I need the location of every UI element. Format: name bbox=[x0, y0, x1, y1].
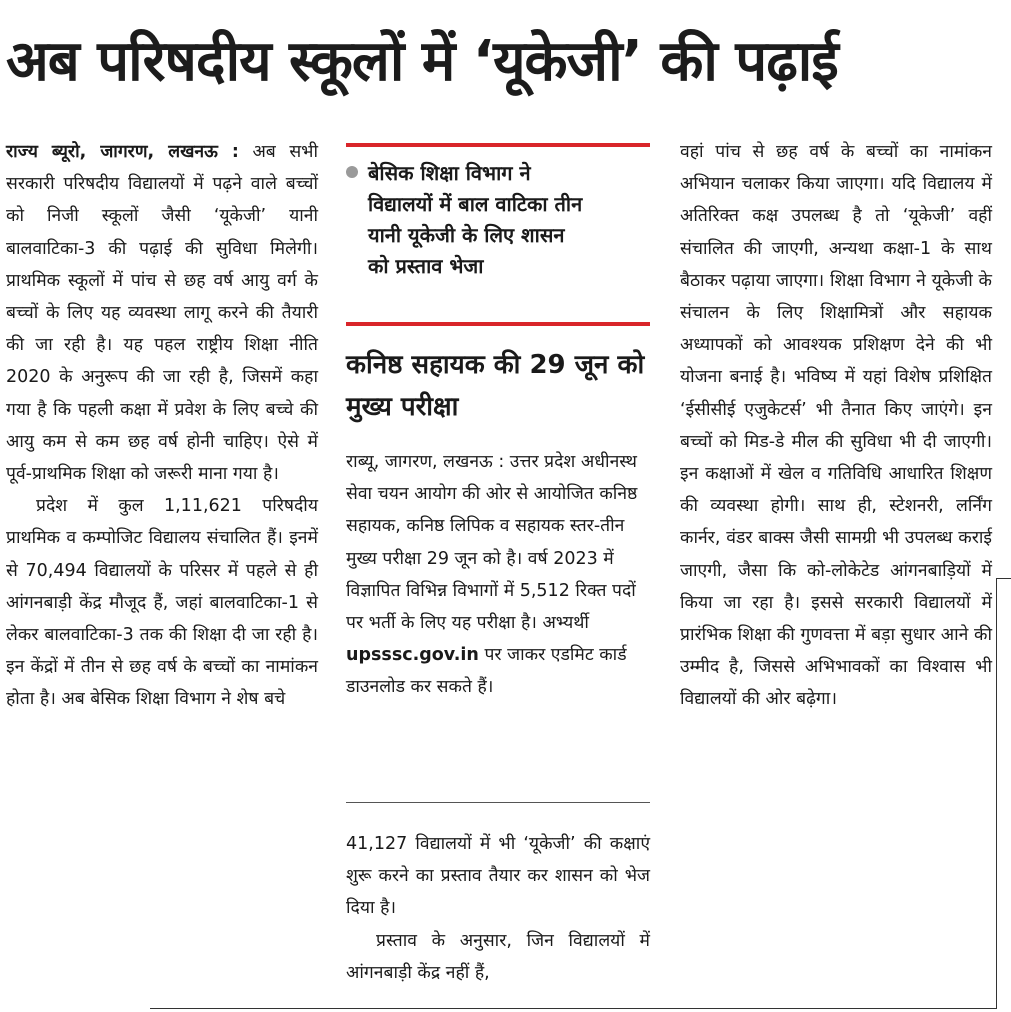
article-column-2 bbox=[346, 828, 650, 989]
frame-border-bottom bbox=[150, 1008, 997, 1009]
bullet-icon bbox=[346, 166, 358, 178]
highlight-line: यानी यूकेजी के लिए शासन bbox=[368, 223, 565, 247]
dateline: राज्य ब्यूरो, जागरण, लखनऊ : bbox=[6, 142, 239, 162]
sidebar-story-text: पर जाकर एडमिट कार्ड डाउनलोड कर सकते हैं। bbox=[346, 645, 627, 698]
highlight-box bbox=[346, 158, 650, 282]
article-paragraph bbox=[6, 136, 318, 490]
highlight-line: को प्रस्ताव भेजा bbox=[368, 254, 484, 278]
article-paragraph: प्रस्ताव के अनुसार, जिन विद्यालयों में आंगनबाड़ी केंद्र नहीं हैं, bbox=[346, 930, 650, 983]
article-paragraph: प्रदेश में कुल 1,11,621 परिषदीय प्राथमिक व कम्पोजिट विद्यालय संचालित हैं। इनमें से 70,494 विद्यालयों के परिसर में पहले से ही आंगनबाड़ी केंद्र मौजूद हैं, जहां बालवाटिका-1 से लेकर बालवाटिका-3 तक की शिक्षा दी जा रही है। इन केंद्रों में तीन से छह वर्ष के बच्चों का नामांकन होता है। अब बेसिक शिक्षा विभाग ने शेष बचे bbox=[6, 496, 318, 710]
sidebar-story-heading: कनिष्ठ सहायक की 29 जून को मुख्य परीक्षा bbox=[346, 350, 645, 422]
highlight-line bbox=[346, 158, 650, 189]
article-paragraph: वहां पांच से छह वर्ष के बच्चों का नामांकन अभियान चलाकर किया जाएगा। यदि विद्यालय में अतिरिक्त कक्ष उपलब्ध है तो ‘यूकेजी’ वहीं संचालित की जाएगी, अन्यथा कक्षा-1 के साथ बैठाकर पढ़ाया जाएगा। शिक्षा विभाग ने यूकेजी के संचालन के लिए शिक्षामित्रों और सहायक अध्यापकों को आवश्यक प्रशिक्षण देने की भी योजना बनाई है। भविष्य में यहां विशेष प्रशिक्षित ‘ईसीसीई एजुकेटर्स’ भी तैनात किए जाएंगे। इन बच्चों को मिड-डे मील की सुविधा भी दी जाएगी। इन कक्षाओं में खेल व गतिविधि आधारित शिक्षण की व्यवस्था होगी। साथ ही, स्टेशनरी, लर्निंग कार्नर, वंडर बाक्स जैसी सामग्री भी उपलब्ध कराई जाएगी, जैसा कि को-लोकेटेड आंगनबाड़ियों में किया जा रहा है। इससे सरकारी विद्यालयों में प्रारंभिक शिक्षा की गुणवत्ता में बड़ा सुधार आने की उम्मीद है, जिससे अभिभावकों का विश्वास भी विद्यालयों की ओर बढ़ेगा। bbox=[680, 142, 992, 710]
sidebar-story-text: राब्यू, जागरण, लखनऊ : उत्तर प्रदेश अधीनस्थ सेवा चयन आयोग की ओर से आयोजित कनिष्ठ सहायक, कनिष्ठ लिपिक व सहायक स्तर-तीन मुख्य परीक्षा 29 जून को है। वर्ष 2023 में विज्ञापित विभिन्न विभागों में 5,512 रिक्त पदों पर भर्ती के लिए यह परीक्षा है। अभ्यर्थी bbox=[346, 452, 638, 634]
headline: अब परिषदीय स्कूलों में ‘यूकेजी’ की पढ़ाई bbox=[6, 29, 838, 94]
red-rule-bottom bbox=[346, 322, 650, 326]
sidebar-story-body bbox=[346, 446, 650, 704]
divider-rule bbox=[346, 802, 650, 803]
website-url: upsssc.gov.in bbox=[346, 645, 479, 666]
paragraph-text: अब सभी सरकारी परिषदीय विद्यालयों में पढ़ने वाले बच्चों को निजी स्कूलों जैसी ‘यूकेजी’ यानी बालवाटिका-3 की पढ़ाई की सुविधा मिलेगी। प्राथमिक स्कूलों में पांच से छह वर्ष आयु वर्ग के बच्चों के लिए यह व्यवस्था लागू करने की तैयारी की जा रही है। यह पहल राष्ट्रीय शिक्षा नीति 2020 के अनुरूप की जा रही है, जिसमें कहा गया है कि पहली कक्षा में प्रवेश के लिए बच्चे की आयु कम से कम छह वर्ष होनी चाहिए। ऐसे में पूर्व-प्राथमिक शिक्षा को जरूरी माना गया है। bbox=[6, 142, 318, 485]
highlight-line: विद्यालयों में बाल वाटिका तीन bbox=[368, 192, 583, 216]
frame-border-right bbox=[996, 578, 1011, 1009]
article-column-3 bbox=[680, 136, 992, 716]
article-column-1 bbox=[6, 136, 318, 716]
article-paragraph: 41,127 विद्यालयों में भी ‘यूकेजी’ की कक्षाएं शुरू करने का प्रस्ताव तैयार कर शासन को भेज दिया है। bbox=[346, 834, 650, 919]
highlight-text: बेसिक शिक्षा विभाग ने bbox=[368, 161, 531, 185]
red-rule-top bbox=[346, 143, 650, 147]
